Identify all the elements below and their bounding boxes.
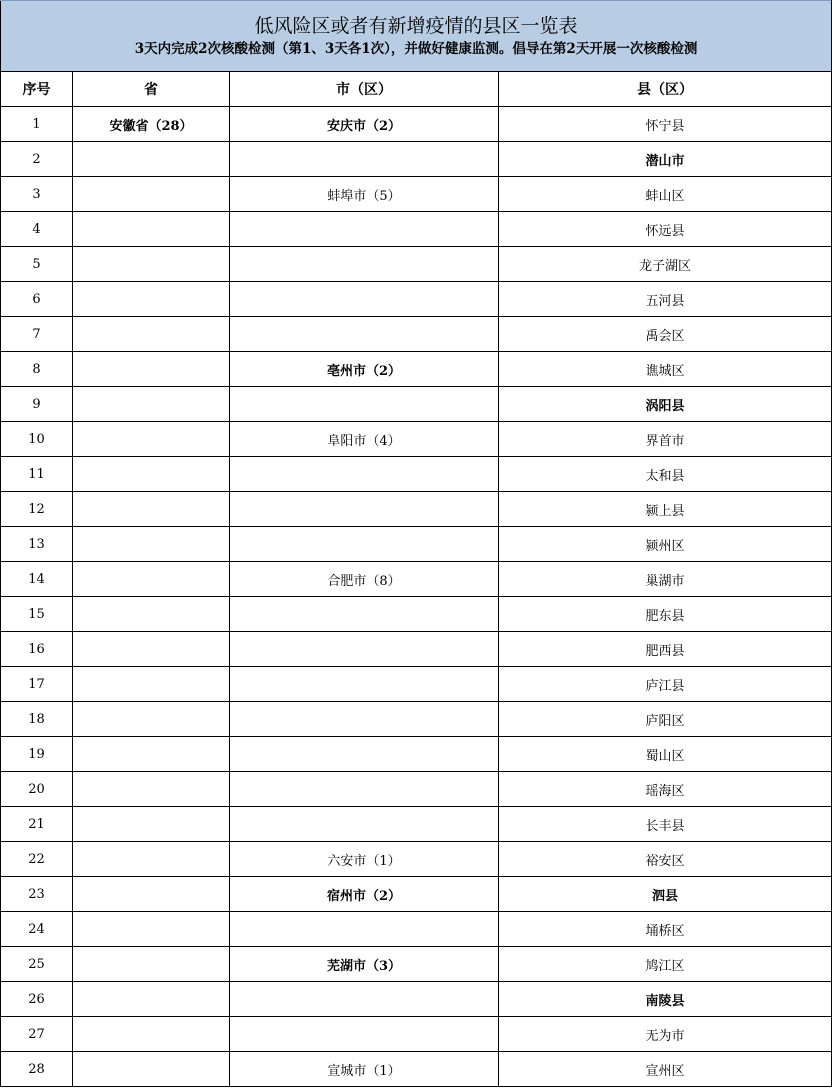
cell-county: 南陵县 [499, 982, 832, 1017]
cell-county: 五河县 [499, 282, 832, 317]
cell-province [73, 317, 230, 352]
cell-county: 禹会区 [499, 317, 832, 352]
cell-province [73, 912, 230, 947]
table-row [1, 737, 832, 772]
cell-county: 宣州区 [499, 1052, 832, 1087]
cell-city [230, 702, 499, 737]
cell-no: 17 [1, 667, 73, 702]
cell-city: 安庆市（2） [230, 107, 499, 142]
cell-city: 蚌埠市（5） [230, 177, 499, 212]
cell-county: 肥东县 [499, 597, 832, 632]
cell-province [73, 422, 230, 457]
cell-no: 6 [1, 282, 73, 317]
cell-province [73, 247, 230, 282]
cell-city [230, 807, 499, 842]
table-row [1, 842, 832, 877]
cell-no: 18 [1, 702, 73, 737]
table-row [1, 352, 832, 387]
cell-city: 亳州市（2） [230, 352, 499, 387]
table-row [1, 632, 832, 667]
cell-county: 怀远县 [499, 212, 832, 247]
cell-city: 芜湖市（3） [230, 947, 499, 982]
cell-no: 20 [1, 772, 73, 807]
table-row [1, 212, 832, 247]
cell-county: 庐江县 [499, 667, 832, 702]
cell-city: 合肥市（8） [230, 562, 499, 597]
cell-no: 3 [1, 177, 73, 212]
cell-province [73, 527, 230, 562]
table-row [1, 527, 832, 562]
cell-city [230, 1017, 499, 1052]
cell-county: 泗县 [499, 877, 832, 912]
cell-county: 埇桥区 [499, 912, 832, 947]
cell-county: 颍上县 [499, 492, 832, 527]
cell-province [73, 877, 230, 912]
table-row [1, 947, 832, 982]
cell-no: 22 [1, 842, 73, 877]
cell-city [230, 247, 499, 282]
cell-no: 11 [1, 457, 73, 492]
cell-province [73, 737, 230, 772]
cell-no: 26 [1, 982, 73, 1017]
cell-no: 8 [1, 352, 73, 387]
cell-province [73, 562, 230, 597]
cell-no: 4 [1, 212, 73, 247]
table-row [1, 177, 832, 212]
cell-no: 27 [1, 1017, 73, 1052]
table-row [1, 807, 832, 842]
cell-province [73, 772, 230, 807]
table-row [1, 422, 832, 457]
cell-no: 5 [1, 247, 73, 282]
cell-county: 谯城区 [499, 352, 832, 387]
cell-province [73, 142, 230, 177]
cell-city [230, 492, 499, 527]
title-cell [1, 1, 832, 72]
cell-county: 无为市 [499, 1017, 832, 1052]
table-row [1, 317, 832, 352]
table-row [1, 702, 832, 737]
cell-county: 蚌山区 [499, 177, 832, 212]
cell-city [230, 317, 499, 352]
table-row [1, 877, 832, 912]
cell-city [230, 912, 499, 947]
cell-province: 安徽省（28） [73, 107, 230, 142]
table-row [1, 387, 832, 422]
cell-city: 六安市（1） [230, 842, 499, 877]
table-row [1, 282, 832, 317]
cell-no: 9 [1, 387, 73, 422]
cell-county: 肥西县 [499, 632, 832, 667]
cell-province [73, 177, 230, 212]
table-row [1, 597, 832, 632]
cell-province [73, 387, 230, 422]
table-row [1, 247, 832, 282]
cell-province [73, 807, 230, 842]
cell-no: 16 [1, 632, 73, 667]
cell-no: 10 [1, 422, 73, 457]
table-row [1, 562, 832, 597]
table-title: 低风险区或者有新增疫情的县区一览表 [254, 15, 578, 37]
cell-no: 24 [1, 912, 73, 947]
cell-no: 12 [1, 492, 73, 527]
cell-county: 龙子湖区 [499, 247, 832, 282]
header-county: 县（区） [499, 72, 832, 107]
table-body [1, 107, 832, 1087]
table-row [1, 982, 832, 1017]
cell-no: 13 [1, 527, 73, 562]
cell-no: 28 [1, 1052, 73, 1087]
cell-province [73, 457, 230, 492]
cell-county: 界首市 [499, 422, 832, 457]
cell-city [230, 457, 499, 492]
cell-city [230, 597, 499, 632]
cell-city [230, 387, 499, 422]
cell-province [73, 1052, 230, 1087]
cell-no: 14 [1, 562, 73, 597]
cell-city [230, 142, 499, 177]
cell-county: 巢湖市 [499, 562, 832, 597]
cell-city [230, 212, 499, 247]
header-city: 市（区） [230, 72, 499, 107]
cell-province [73, 1017, 230, 1052]
table-row [1, 1017, 832, 1052]
cell-city [230, 772, 499, 807]
cell-county: 颍州区 [499, 527, 832, 562]
cell-county: 潜山市 [499, 142, 832, 177]
cell-city [230, 982, 499, 1017]
cell-no: 1 [1, 107, 73, 142]
cell-city: 宿州市（2） [230, 877, 499, 912]
table-row [1, 1052, 832, 1087]
cell-city: 宣城市（1） [230, 1052, 499, 1087]
cell-city [230, 667, 499, 702]
cell-province [73, 492, 230, 527]
table-row [1, 142, 832, 177]
cell-province [73, 702, 230, 737]
cell-province [73, 842, 230, 877]
cell-city [230, 282, 499, 317]
cell-no: 7 [1, 317, 73, 352]
cell-province [73, 632, 230, 667]
table-row [1, 667, 832, 702]
table-subtitle: 3天内完成2次核酸检测（第1、3天各1次），并做好健康监测。倡导在第2天开展一次核酸检测 [134, 41, 698, 57]
cell-no: 19 [1, 737, 73, 772]
cell-province [73, 352, 230, 387]
header-no: 序号 [1, 72, 73, 107]
cell-county: 怀宁县 [499, 107, 832, 142]
cell-no: 21 [1, 807, 73, 842]
cell-county: 裕安区 [499, 842, 832, 877]
cell-province [73, 667, 230, 702]
cell-no: 2 [1, 142, 73, 177]
cell-county: 蜀山区 [499, 737, 832, 772]
cell-city [230, 737, 499, 772]
cell-county: 太和县 [499, 457, 832, 492]
table-row [1, 107, 832, 142]
cell-province [73, 212, 230, 247]
cell-province [73, 282, 230, 317]
cell-county: 庐阳区 [499, 702, 832, 737]
cell-city [230, 632, 499, 667]
cell-county: 长丰县 [499, 807, 832, 842]
header-row [1, 72, 832, 107]
cell-county: 鸠江区 [499, 947, 832, 982]
table-row [1, 912, 832, 947]
cell-city [230, 527, 499, 562]
cell-province [73, 597, 230, 632]
cell-no: 25 [1, 947, 73, 982]
cell-county: 瑶海区 [499, 772, 832, 807]
table-row [1, 772, 832, 807]
cell-province [73, 947, 230, 982]
table-row [1, 457, 832, 492]
header-province: 省 [73, 72, 230, 107]
cell-city: 阜阳市（4） [230, 422, 499, 457]
table-row [1, 492, 832, 527]
cell-county: 涡阳县 [499, 387, 832, 422]
cell-no: 23 [1, 877, 73, 912]
cell-province [73, 982, 230, 1017]
cell-no: 15 [1, 597, 73, 632]
